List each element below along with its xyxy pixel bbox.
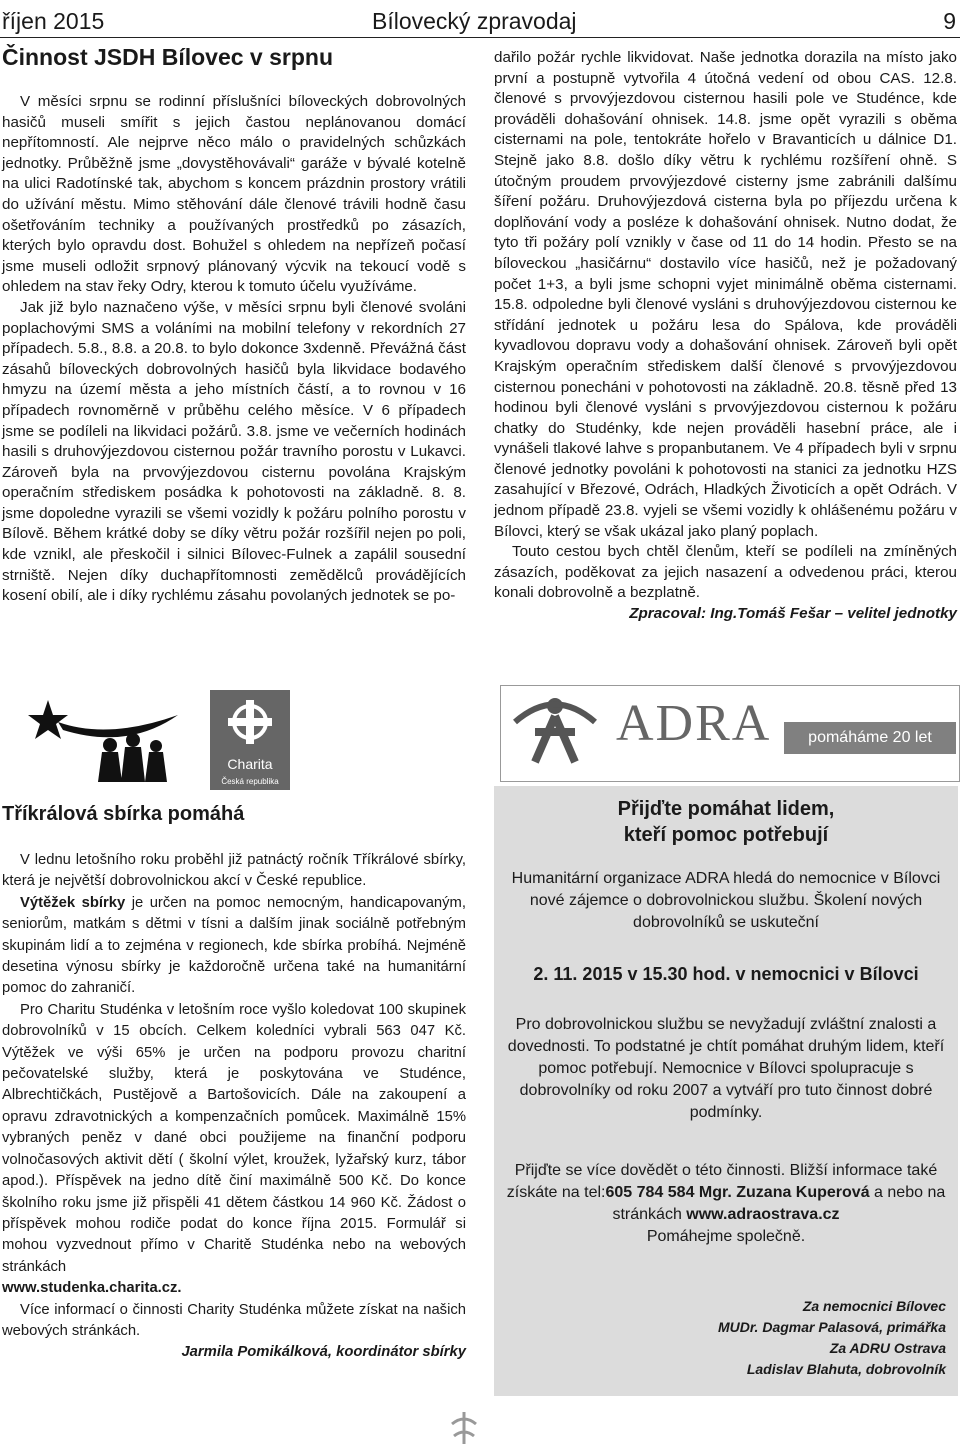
paragraph (2, 893, 466, 1000)
bold-phrase: Výtěžek sbírky (20, 894, 126, 911)
page-number: 9 (943, 8, 956, 34)
contact-text: Přijďte se více dovědět o této činnosti. Bližší informace také získáte na tel: (506, 1162, 938, 1201)
signature-line: Ladislav Blahuta, dobrovolník (746, 1361, 946, 1377)
box-title-line-2: kteří pomoc potřebují (623, 824, 829, 846)
adra-banner (500, 685, 960, 782)
contact-text: a nebo na stránkách (612, 1184, 946, 1223)
paragraph: Více informací o činnosti Charity Studénka můžete získat na našich webových stránkách. (2, 1301, 466, 1339)
paragraph: V měsíci srpnu se rodinní příslušníci bíloveckých dobrovolných hasičů museli smířit s jejich častou neplánovanou domácí nepřítomností. Ale nejprve něco málo o pravidelných schůzkách jednotky. Průběžně jsme „dovystěhovávali“ garáže v bývalé kotelně na ulici Radotínské tak, abychom s koncem prázdnin prostory vrátili do užívání městu. Mimo stěhování dále členové trávili hodně času ošetřováním techniky a používaných prostředků po zásazích, kterých bylo opravdu dost. Bohužel s ohledem na nepřízeň počasí jsme museli odložit srpnový plánovaný výcvik na tekoucí vodě s ohledem na stav řeky Odry, kterou k tomuto účelu využíváme. (2, 93, 466, 296)
box-date: 2. 11. 2015 v 15.30 hod. v nemocnici v Bílovci (533, 964, 919, 984)
issue-date: říjen 2015 (2, 8, 105, 34)
adra-people-icon (505, 692, 605, 772)
article-trikralova-column (2, 850, 466, 1364)
paragraph: Jak již bylo naznačeno výše, v měsíci srpnu byli členové svoláni poplachovými SMS a voláními na mobilní telefony v rekordních 27 případech. 5.8., 8.8. a 20.8. to bylo dokonce 3xdenně. Převážná část zásahů bíloveckých dobrovolných hasičů byla likvidace bodavého hmyzu na území města a jeho místních částí, a to rovnou v 16 případech rovnoměrně v průběhu celého měsíce. V 6 případech jsme se podíleli na likvidaci požárů. 3.8. jsme ve večerních hodinách hasili s druhovýjezdovou cisternou požár travního porostu v Lukavci. Zároveň byla na prvovýjezdovou cisternu povolána Krajským operačním střediskem posádka k pohotovosti na základně. 8. 8. jsme dopoledne vyrazili se všemi vozidly k požáru polního porostu v Bílově. Během krátké doby se díky větru požár rozšířil nejen po poli, kde vznikl, ale přeskočil i silnici Bílovec-Fulnek a zapálil sousední strniště. Nejen díky duchapřítomnosti zemědělců provádějících kosení obilí, ale i díky rychlému zásahu povolaných jednotek se po- (2, 298, 466, 605)
closing-text: Pomáhejme společně. (646, 1228, 806, 1245)
charita-cross-icon (210, 694, 290, 754)
contact-phone: 605 784 584 Mgr. Zuzana Kuperová (605, 1184, 870, 1201)
charita-logo (210, 690, 290, 790)
box-signatures (718, 1296, 946, 1380)
box-body: Pro dobrovolnickou službu se nevyžadují zvláštní znalosti a dovednosti. To podstatné je chtít pomáhat druhým lidem, kteří pomoc potřebují. Nemocnice v Bílovci spolupracuje s dobrovolníky od roku 2007 a vytváří pro tuto činnost dobré podmínky. (507, 1016, 945, 1121)
article-jsdh-column-1 (2, 92, 466, 607)
box-contact (504, 1160, 948, 1248)
paragraph-text: je určen na pomoc nemocným, handicapovaným, seniorům, matkám s dětmi v tísni a dalším jinak sociálně potřebným skupinám lidí a to zejména v regionech, kde sbírka probíhá. Nejméně desetina výnosu sbírky je každoročně určena také na humanitární pomoc do zahraničí. (2, 894, 466, 997)
adra-url[interactable]: www.adraostrava.cz (686, 1206, 840, 1223)
article-title-jsdh: Činnost JSDH Bílovec v srpnu (2, 44, 334, 70)
signature-line: Za nemocnici Bílovec (802, 1298, 946, 1314)
page-header (0, 0, 960, 36)
three-kings-star-icon (18, 690, 188, 785)
paragraph: dařilo požár rychle likvidovat. Naše jednotka dorazila na místo jako první a postupně vytvořila 4 útočná vedení od obou CAS. 12.8. členové s prvovýjezdovou cisternou hasili pole ve Studénce, kde prováděli dohašování ohnisek. 14.8. jsme opět vyrazili s oběma cisternami na pole, tentokráte hořelo v Bravanticích u dálnice D1. Stejně jako 8.8. došlo díky větru k rychlému rozšíření ohně. S útočným proudem prvovýjezdové cisterny jsme zabránili dalšímu šíření požáru. Druhovýjezdová cisterna byla po příjezdu určena k doplňování vody a posléze k dohašování ohnisek. Nutno dodat, že tyto tři požáry polí vznikly v čase od 11 do 14 hodin. Přesto se na bíloveckou „hasičárnu“ dostavilo více hasičů, než je požadovaný počet 1+3, a byli jsme schopni vyjet minimálně oběma cisternami. 15.8. odpoledne byli členové vysláni s druhovýjezdovou cisternou ke střídání jednotek u požáru lesa do Spálova, kde prováděli kyvadlovou dopravu vody a dohašování ohnisek. Zároveň byli opět Krajským operačním střediskem další členové s prvovýjezdovou cisternou ponecháni v pohotovosti na základně. 20.8. těsně před 13 hodinou byli členové vysláni s prvovýjezdovou cisternou k požáru chatky do Studénky, kde nejen prováděli hasební práce, ale i vynášeli tlakové lahve s propanbutanem. Ve 4 případech byli v srpnu členové jednotky povoláni k pohotovosti na stanici za jednotku HZS zasahující v Březové, Odrách, Hladkých Životicích a opět Odrách. V jednom případě 23.8. vyjeli se všemi vozidly k ohlášenému požáru v Bílovci, který se však ukázal jako planý poplach. (494, 49, 957, 540)
publication-title: Bílovecký zpravodaj (372, 8, 577, 34)
article-title-trikralova: Tříkrálová sbírka pomáhá (2, 803, 245, 825)
signature-line: MUDr. Dagmar Palasová, primářka (718, 1319, 946, 1335)
town-emblem-icon (448, 1410, 480, 1446)
article-jsdh-column-2 (494, 48, 957, 625)
charita-name: Charita (227, 756, 273, 772)
charita-url[interactable] (2, 1278, 466, 1299)
box-title-line-1: Přijďte pomáhat lidem, (617, 798, 835, 820)
signature: Zpracoval: Ing.Tomáš Fešar – velitel jednotky (629, 605, 957, 623)
logos-row (18, 690, 478, 790)
box-intro: Humanitární organizace ADRA hledá do nemocnice v Bílovci nové zájemce o dobrovolnickou službu. Školení nových dobrovolníků se uskuteční (511, 870, 941, 931)
paragraph: Pro Charitu Studénka v letošním roce vyšlo koledovat 100 skupinek dobrovolníků v 15 obcích. Celkem koledníci vybrali 563 047 Kč. Výtěžek ve výši 65% je určen na podporu provozu charitní pečovatelské služby, která je poskytována ve Studénce, Albrechtičkách, Pustějově a Bartošovicích. Dále na zakoupení a opravu zdravotnických a kompenzačních pomůcek. Maximálně 15% vybraných peněz v dané obci použijeme na finanční podporu volnočasových aktivit dětí ( školní výlet, kroužek, lyžařský kurz, tábor apod.). Příspěvek na jedno dítě činí maximálně 500 Kč. Do konce školního roku jsme již přispěli 41 dětem částkou 14 960 Kč. Žádost o příspěvek mohou rodiče podat do konce října 2015. Formulář si mohou vyzvednout přímo v Charitě Studénka nebo na webových stránkách (2, 1001, 466, 1275)
signature-line: Za ADRU Ostrava (829, 1340, 946, 1356)
adra-info-box (494, 786, 958, 1396)
paragraph: V lednu letošního roku proběhl již patnáctý ročník Tříkrálové sbírky, která je největší dobrovolnickou akcí v České republice. (2, 852, 466, 890)
adra-logo-text: ADRA (616, 695, 772, 752)
header-rule (0, 37, 960, 38)
charita-subtitle: Česká republika (221, 777, 279, 786)
adra-tagline: pomáháme 20 let (784, 722, 956, 754)
charita-url-text[interactable]: www.studenka.charita.cz. (2, 1280, 182, 1297)
box-title (494, 796, 958, 848)
signature: Jarmila Pomikálková, koordinátor sbírky (181, 1344, 466, 1361)
paragraph: Touto cestou bych chtěl členům, kteří se podíleli na zmíněných zásazích, poděkovat za jejich nasazení a odvedenou práci, kterou konali dobrovolně a bezplatně. (494, 543, 957, 602)
